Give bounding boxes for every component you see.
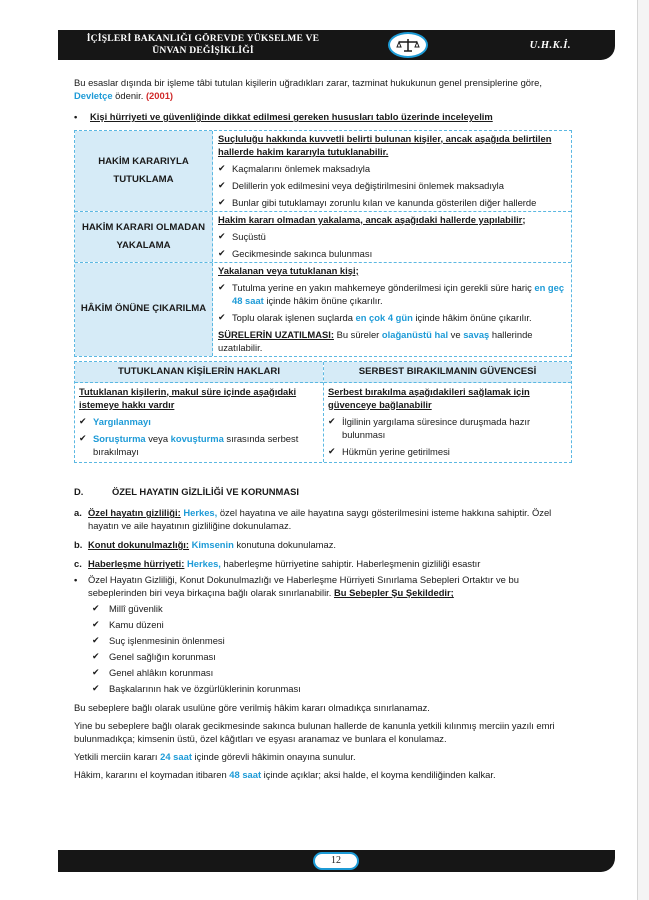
item-text: sırasında serbest bırakılmayı	[93, 432, 299, 457]
list-item-text	[232, 311, 532, 324]
item-label: Konut dokunulmazlığı:	[88, 539, 190, 551]
list-item	[218, 311, 567, 324]
closing-paragraph	[74, 750, 572, 763]
list-item-text: Kamu düzeni	[109, 619, 164, 631]
header-title	[68, 33, 338, 57]
list-item-text: Genel ahlâkın korunması	[109, 667, 214, 679]
intro-text-1: Bu esaslar dışında bir işleme tâbi tutulan kişilerin uğradıkları zarar, tazminat hukukunun genel prensiplerine göre,	[74, 77, 542, 88]
list-item	[74, 538, 572, 551]
item-highlight: Herkes,	[183, 507, 218, 519]
paragraph-text: Hâkim, kararını el koymadan itibaren	[74, 769, 230, 781]
list-item-text: Suç işlenmesinin önlenmesi	[109, 635, 225, 647]
check-mark-icon: ✔	[92, 603, 100, 614]
item-highlight: kovuşturma	[170, 432, 224, 444]
row-heading: Suçluluğu hakkında kuvvetli belirti bulunan kişiler, ancak aşağıda belirtilen hallerde hakim kararıyla tutuklanabilir.	[218, 132, 552, 157]
check-mark-icon: ✔	[218, 311, 226, 322]
row-body	[213, 212, 571, 262]
list-item	[218, 230, 567, 243]
list-item-text	[93, 432, 319, 458]
list-item-text	[232, 281, 567, 307]
item-highlight: Soruşturma	[93, 432, 146, 444]
bullet-icon: •	[74, 574, 78, 586]
extension-highlight: savaş	[463, 328, 490, 340]
check-mark-icon: ✔	[92, 651, 100, 662]
intro-text-2: ödenir.	[112, 90, 146, 101]
list-item	[74, 506, 572, 532]
item-highlight: en geç 48 saat	[232, 281, 565, 306]
list-item-text: Delillerin yok edilmesini veya değiştirilmesini önlemek maksadıyla	[232, 179, 504, 191]
check-mark-icon: ✔	[218, 196, 226, 207]
intro-paragraph	[74, 76, 572, 102]
item-text: konutuna dokunulamaz.	[233, 539, 336, 551]
list-item	[74, 618, 572, 631]
list-item	[218, 247, 567, 260]
header-abbreviation: U.H.K.İ.	[529, 40, 571, 51]
list-item	[74, 573, 572, 599]
list-item	[74, 666, 572, 679]
list-item-text: Yargılanmayı	[93, 415, 151, 427]
list-item	[79, 432, 319, 458]
item-label: Özel hayatın gizliliği:	[88, 507, 181, 519]
paragraph-highlight: 48 saat	[229, 769, 262, 781]
item-body	[88, 573, 572, 599]
header-title-line2: ÜNVAN DEĞİŞİKLİĞİ	[152, 45, 254, 56]
item-body	[88, 538, 336, 551]
row-heading: Hakim kararı olmadan yakalama, ancak aşağıdaki hallerde yapılabilir;	[218, 213, 526, 225]
row-heading: Yakalanan veya tutuklanan kişi;	[218, 264, 359, 276]
list-item-text: Gecikmesinde sakınca bulunması	[232, 247, 373, 259]
column-header: SERBEST BIRAKILMANIN GÜVENCESİ	[324, 362, 571, 383]
list-item	[74, 650, 572, 663]
list-item	[218, 179, 567, 192]
item-text: özel hayatına ve aile hayatına saygı gösterilmesini isteme hakkına sahiptir. Özel hayatın ve aile hayatının gizliliğine dokunulamaz.	[88, 507, 552, 532]
list-item	[218, 196, 567, 209]
list-item-text: İlgilinin yargılama süresince duruşmada hazır bulunması	[342, 415, 531, 440]
item-text: Toplu olarak işlenen suçlarda	[232, 311, 356, 323]
page-edge	[637, 0, 649, 900]
page-header	[58, 30, 615, 60]
closing-paragraph: Bu sebeplere bağlı olarak usulüne göre verilmiş hâkim kararı olmadıkça sınırlanamaz.	[74, 702, 430, 714]
paragraph-text: içinde görevli hâkimin onayına sunulur.	[191, 751, 356, 763]
item-mark: a.	[74, 507, 82, 519]
item-body	[88, 506, 572, 532]
list-item-text: Başkalarının hak ve özgürlüklerinin korunması	[109, 683, 301, 695]
list-item	[218, 162, 567, 175]
list-item	[328, 445, 567, 458]
liberty-table	[74, 130, 572, 357]
check-mark-icon: ✔	[79, 432, 87, 443]
list-item-text: Bunlar gibi tutuklamayı zorunlu kılan ve kanunda gösterilen diğer hallerde	[232, 196, 537, 208]
check-mark-icon: ✔	[328, 445, 336, 456]
page-content	[74, 76, 572, 781]
list-item	[79, 415, 319, 428]
list-item-text: Suçüstü	[232, 230, 266, 242]
paragraph-text: Yetkili merciin kararı	[74, 751, 161, 763]
column-body	[75, 383, 323, 462]
check-mark-icon: ✔	[218, 179, 226, 190]
item-body	[88, 557, 480, 570]
item-text: haberleşme hürriyetine sahiptir. Haberleşmenin gizliliği esastır	[220, 558, 481, 570]
list-item	[74, 682, 572, 695]
table-row	[75, 263, 571, 356]
section-letter: D.	[74, 485, 84, 497]
rights-table	[74, 361, 572, 463]
list-item-text: Genel sağlığın korunması	[109, 651, 216, 663]
item-highlight: Kimsenin	[191, 539, 234, 551]
column-body	[324, 383, 571, 462]
list-item	[74, 557, 572, 570]
extension-text: hallerinde uzatılabilir.	[218, 328, 533, 353]
extension-label: SÜRELERİN UZATILMASI:	[218, 328, 334, 340]
row-body	[213, 131, 571, 211]
check-mark-icon: ✔	[218, 230, 226, 241]
bullet-heading-text: Kişi hürriyeti ve güvenliğinde dikkat edilmesi gereken hususları tablo üzerinde inceleyelim	[90, 111, 493, 122]
column-header: TUTUKLANAN KİŞİLERİN HAKLARI	[75, 362, 323, 383]
bullet-icon: •	[74, 111, 78, 122]
intro-highlight: Devletçe	[74, 90, 113, 101]
list-item-text: Kaçmalarını önlemek maksadıyla	[232, 162, 371, 174]
table-row	[75, 212, 571, 263]
scales-of-justice-icon	[388, 32, 428, 58]
column-heading: Tutuklanan kişilerin, makul süre içinde aşağıdaki istemeye hakkı vardır	[79, 385, 297, 410]
list-item	[74, 634, 572, 647]
item-mark: b.	[74, 539, 83, 551]
header-title-line1: İÇİŞLERİ BAKANLIĞI GÖREVDE YÜKSELME VE	[86, 33, 320, 44]
extension-highlight: olağanüstü hal	[381, 328, 449, 340]
check-mark-icon: ✔	[218, 162, 226, 173]
extension-note	[218, 328, 567, 354]
check-mark-icon: ✔	[328, 415, 336, 426]
table-row	[75, 131, 571, 212]
item-highlight: Herkes,	[187, 558, 221, 570]
closing-paragraph: Yine bu sebeplere bağlı olarak gecikmesinde sakınca bulunan hallerde de kanunla yetkili kılınmış merciin yazılı emri bulunmadıkça; kimsenin üstü, özel kâğıtları ve eşyası aranamaz ve bunlara el konulamaz.	[74, 720, 555, 745]
check-mark-icon: ✔	[218, 281, 226, 292]
release-guarantee-column	[323, 362, 571, 462]
list-item-text: Hükmün yerine getirilmesi	[342, 445, 450, 457]
reasons-list	[74, 602, 572, 695]
intro-year: (2001)	[145, 90, 174, 101]
page-number: 12	[313, 852, 359, 870]
item-text: Tutulma yerine en yakın mahkemeye gönderilmesi için gerekli süre hariç	[232, 281, 535, 293]
item-emphasis: Bu Sebepler Şu Şekildedir;	[333, 587, 454, 599]
extension-text: ve	[448, 328, 464, 340]
item-label: Haberleşme hürriyeti:	[88, 558, 185, 570]
item-highlight: en çok 4 gün	[355, 311, 413, 323]
column-heading: Serbest bırakılma aşağıdakileri sağlamak için güvenceye bağlanabilir	[328, 385, 530, 410]
rights-columns	[75, 362, 571, 462]
check-mark-icon: ✔	[92, 635, 100, 646]
check-mark-icon: ✔	[92, 667, 100, 678]
paragraph-text: içinde açıklar; aksi halde, el koyma kendiliğinden kalkar.	[261, 769, 496, 781]
item-text: Özel Hayatın Gizliliği, Konut Dokunulmazlığı ve Haberleşme Hürriyeti Sınırlama Sebepleri Ortaktır ve bu sebeplerinden biri veya birkaçına bağlı olarak sınırlanabilir.	[88, 574, 519, 599]
detainee-rights-column	[75, 362, 323, 462]
row-label: HAKİM KARARI OLMADAN YAKALAMA	[75, 212, 213, 262]
check-mark-icon: ✔	[218, 247, 226, 258]
item-text: içinde hâkim önüne çıkarılır.	[263, 294, 383, 306]
section-title-text: ÖZEL HAYATIN GİZLİLİĞİ VE KORUNMASI	[112, 485, 299, 497]
item-text: içinde hâkim önüne çıkarılır.	[412, 311, 532, 323]
row-label: HAKİM KARARIYLA TUTUKLAMA	[75, 131, 213, 211]
list-item-text: Millî güvenlik	[109, 603, 163, 615]
paragraph-highlight: 24 saat	[160, 751, 192, 763]
list-item	[218, 281, 567, 307]
item-mark: c.	[74, 558, 82, 570]
item-text: veya	[145, 432, 171, 444]
extension-text: Bu süreler	[333, 328, 382, 340]
list-item	[74, 602, 572, 615]
check-mark-icon: ✔	[92, 683, 100, 694]
check-mark-icon: ✔	[92, 619, 100, 630]
check-mark-icon: ✔	[79, 415, 87, 426]
row-body	[213, 263, 571, 356]
closing-paragraph	[74, 768, 572, 781]
list-item	[328, 415, 567, 441]
row-label: HÂKİM ÖNÜNE ÇIKARILMA	[75, 263, 213, 356]
bullet-heading	[74, 110, 572, 124]
section-title	[74, 485, 572, 499]
